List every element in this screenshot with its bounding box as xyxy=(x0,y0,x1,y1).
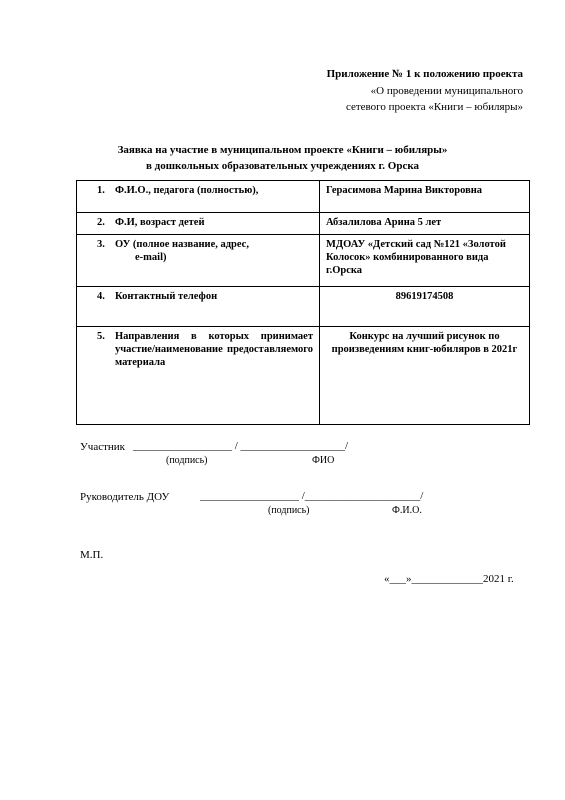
row-label xyxy=(77,327,320,425)
head-signature-caption: (подпись) xyxy=(268,505,310,516)
row-value: МДОАУ «Детский сад №121 «Золотой Колосок» комбинированного вида г.Орска xyxy=(320,235,530,287)
row-number: 1. xyxy=(97,185,105,196)
row-label xyxy=(77,287,320,327)
participant-name-caption: ФИО xyxy=(312,455,335,466)
head-label: Руководитель ДОУ xyxy=(80,491,170,503)
row-number: 3. xyxy=(97,239,105,250)
table-row xyxy=(77,327,530,425)
appendix-line-3: сетевого проекта «Книги – юбиляры» xyxy=(345,101,523,113)
row-label xyxy=(77,213,320,235)
stamp-placeholder: М.П. xyxy=(80,549,104,561)
row-number: 2. xyxy=(97,217,105,228)
row-label-text-2: e-mail) xyxy=(135,252,167,263)
table-row xyxy=(77,235,530,287)
row-label-text: Ф.И.О., педагога (полностью), xyxy=(115,185,259,196)
participant-signature-caption: (подпись) xyxy=(166,455,208,466)
row-number: 5. xyxy=(97,331,105,342)
row-label xyxy=(77,181,320,213)
row-value: Герасимова Марина Викторовна xyxy=(320,181,530,213)
row-label xyxy=(77,235,320,287)
date-field: «___»_____________2021 г. xyxy=(384,573,514,585)
appendix-line-2: «О проведении муниципального xyxy=(370,85,523,97)
table-row xyxy=(77,181,530,213)
participant-label: Участник xyxy=(80,441,126,453)
table-row xyxy=(77,213,530,235)
row-label-text: Контактный телефон xyxy=(115,291,218,302)
row-value: Абзалилова Арина 5 лет xyxy=(320,213,530,235)
row-value: Конкурс на лучший рисунок по произведениям книг-юбиляров в 2021г xyxy=(320,327,530,425)
row-label-text: Направления в которых принимает участие/наименование предоставляемого материала xyxy=(115,331,313,368)
head-name-caption: Ф.И.О. xyxy=(392,505,422,516)
row-label-text: Ф.И, возраст детей xyxy=(115,217,205,228)
row-number: 4. xyxy=(97,291,105,302)
table-row xyxy=(77,287,530,327)
form-title-line-1: Заявка на участие в муниципальном проекте «Книги – юбиляры» xyxy=(117,144,448,156)
row-value: 89619174508 xyxy=(320,287,530,327)
head-signature-line: __________________ /_____________________/ xyxy=(200,490,424,502)
appendix-title: Приложение № 1 к положению проекта xyxy=(326,68,523,80)
application-table xyxy=(76,180,530,425)
form-title-line-2: в дошкольных образовательных учреждениях г. Орска xyxy=(145,160,420,172)
row-label-text: ОУ (полное название, адрес, xyxy=(115,239,249,250)
participant-signature-line: __________________ / ___________________/ xyxy=(133,440,349,452)
